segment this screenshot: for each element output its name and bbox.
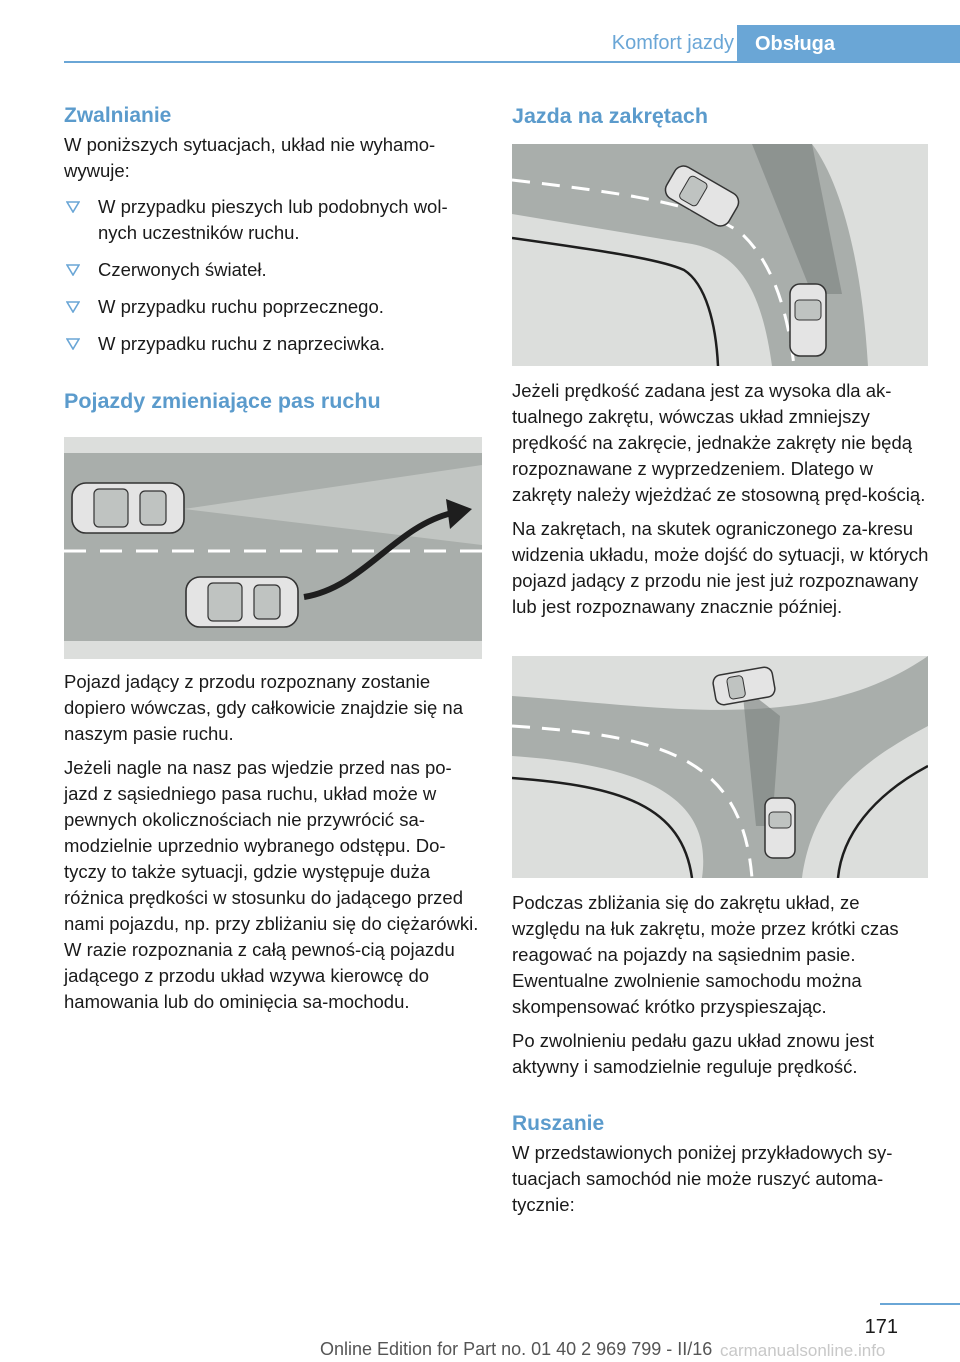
list-item: W przypadku ruchu poprzecznego. [64,294,482,320]
curves-paragraph-1: Jeżeli prędkość zadana jest za wysoka dla ak-tualnego zakrętu, wówczas układ zmniejszy prędkość na zakręcie, jednakże zakręty nie będą rozpoznawane z wyprzedzeniem. Dlatego w zakręty należy wjeżdżać ze stosowną pręd-kością. [512,380,926,505]
triangle-bullet-icon [66,301,80,313]
list-item: W przypadku pieszych lub podobnych wol-nych uczestników ruchu. [64,194,482,246]
curves-paragraph-3: Podczas zbliżania się do zakrętu układ, ze względu na łuk zakrętu, może przez krótki czas reagować na pojazdy na sąsiednim pasie. Ewentualne zwolnienie samochodu można skompensować krótko przyspieszając. [512,892,899,1017]
right-column [512,100,930,1218]
curves-paragraph-4: Po zwolnieniu pedału gazu układ znowu jest aktywny i samodzielnie reguluje prędkość. [512,1030,875,1077]
watermark: carmanualsonline.info [720,1341,886,1360]
left-column [64,100,482,1015]
car-topview [790,284,826,356]
slowing-list [64,194,482,357]
list-item: Czerwonych świateł. [64,257,482,283]
page-number: 171 [864,1316,898,1338]
curve-figure-2 [512,656,928,878]
starting-heading: Ruszanie [512,1112,605,1135]
edition-text: Online Edition for Part no. 01 40 2 969 799 - II/16 [320,1339,713,1359]
car-topview [765,798,795,858]
curve-figure-1 [512,144,928,366]
lead-car [72,483,184,533]
header-section-tab[interactable]: Komfort jazdy [611,32,734,54]
lane-change-figure [64,437,482,659]
curves-paragraph-2: Na zakrętach, na skutek ograniczonego za-kresu widzenia układu, może dojść do sytuacji, w których pojazd jadący z przodu nie jest już rozpoznawany lub jest rozpoznawany znacznie później. [512,518,929,617]
header-chapter-tab[interactable]: Obsługa [737,25,960,63]
slowing-intro: W poniższych sytuacjach, układ nie wyhamo-wywuje: [64,134,436,181]
triangle-bullet-icon [66,264,80,276]
header-rule [64,61,960,63]
footer-rule [880,1303,960,1305]
starting-intro: W przedstawionych poniżej przykładowych sy-tuacjach samochód nie może ruszyć automa-tycznie: [512,1142,893,1215]
own-car [186,577,298,627]
curves-heading: Jazda na zakrętach [512,104,708,128]
slowing-heading: Zwalnianie [64,104,172,127]
lane-change-heading: Pojazdy zmieniające pas ruchu [64,389,381,413]
list-item: W przypadku ruchu z naprzeciwka. [64,331,482,357]
triangle-bullet-icon [66,338,80,350]
triangle-bullet-icon [66,201,80,213]
lane-change-paragraph-1: Pojazd jadący z przodu rozpoznany zostanie dopiero wówczas, gdy całkowicie znajdzie się na naszym pasie ruchu. [64,671,463,744]
lane-change-paragraph-2: Jeżeli nagle na nasz pas wjedzie przed nas po-jazd z sąsiedniego pasa ruchu, układ może w pewnych okolicznościach nie przywrócić sa-modzielnie uprzednio wybranego odstępu. Do-tyczy to także sytuacji, gdzie występuje duża różnica prędkości w stosunku do jadącego przed nami pojazdu, np. przy zbliżaniu się do ciężarówki. W razie rozpoznania z całą pewnoś-cią pojazdu jadącego z przodu układ wzywa kierowcę do hamowania lub do ominięcia sa-mochodu. [64,757,479,1012]
